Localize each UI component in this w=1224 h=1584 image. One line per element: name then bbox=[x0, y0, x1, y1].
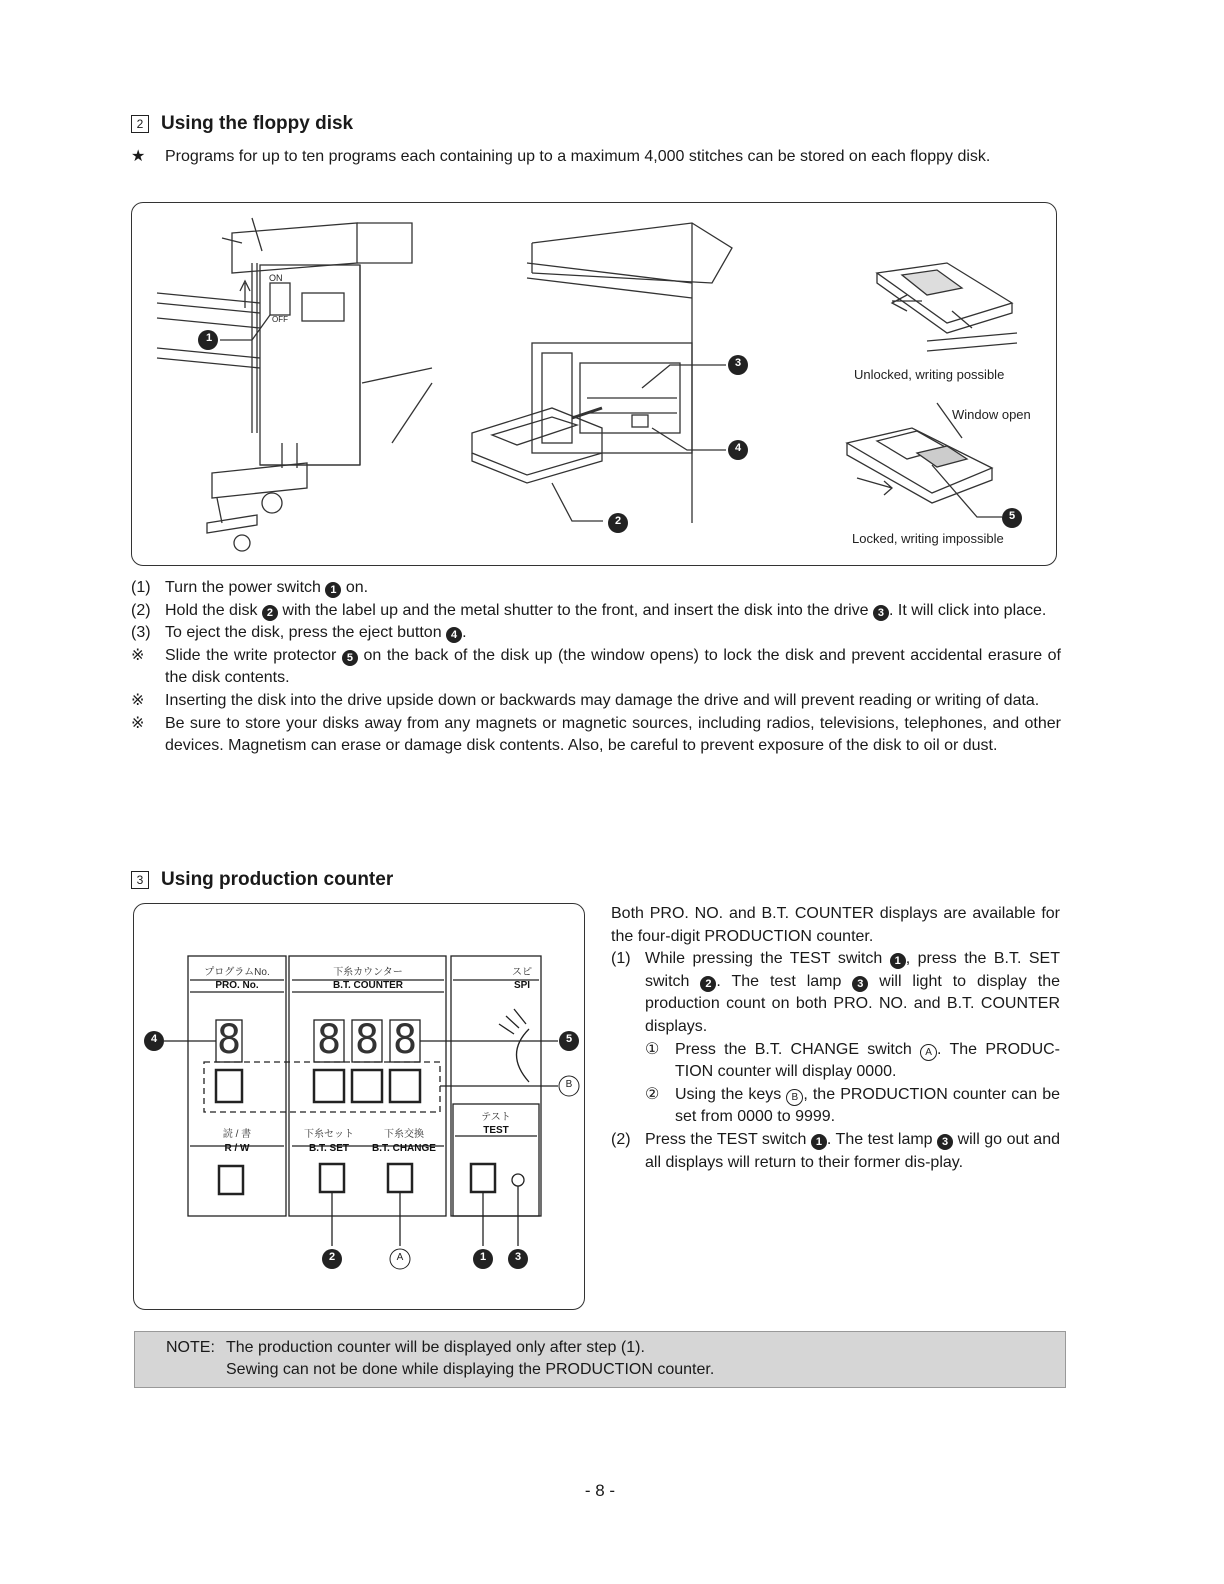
callout-ref-icon: 3 bbox=[937, 1134, 953, 1150]
floppy-figure bbox=[131, 202, 1057, 566]
note-box bbox=[134, 1331, 1066, 1388]
section-number: 3 bbox=[131, 871, 149, 889]
note-1 bbox=[131, 645, 1061, 690]
callout-b-num: B bbox=[565, 1079, 573, 1090]
callout-ref-icon: 2 bbox=[262, 605, 278, 621]
steps-list bbox=[131, 577, 1061, 758]
note-text: Inserting the disk into the drive upside down or backwards may damage the drive and will prevent reading or writing of data. bbox=[165, 691, 1040, 709]
step-text: . The PRODUC-TION counter will display 0000. bbox=[675, 1040, 1061, 1081]
section-number: 2 bbox=[131, 115, 149, 133]
btchange-label: B.T. CHANGE bbox=[372, 1143, 436, 1154]
step-text: on. bbox=[345, 579, 369, 596]
step-marker: (2) bbox=[611, 1130, 631, 1148]
step-text: Press the TEST switch bbox=[645, 1130, 807, 1148]
counter-instructions bbox=[611, 903, 1060, 1174]
step-3 bbox=[131, 622, 1061, 645]
callout-3-num: 3 bbox=[514, 1251, 522, 1263]
note-2 bbox=[131, 690, 1061, 713]
note-marker: ※ bbox=[131, 714, 145, 732]
callout-a-num: A bbox=[396, 1252, 404, 1263]
callout-1-num: 1 bbox=[205, 332, 213, 344]
counter-digit: 8 bbox=[354, 1017, 380, 1063]
step-text: Turn the power switch bbox=[165, 579, 321, 596]
step-text: Press the B.T. CHANGE switch bbox=[675, 1040, 912, 1058]
callout-ref-icon: B bbox=[786, 1089, 803, 1106]
callout-ref-icon: 4 bbox=[446, 627, 462, 643]
callout-ref-icon: 3 bbox=[852, 976, 868, 992]
callout-5-num: 5 bbox=[565, 1033, 573, 1045]
note-text: on the back of the disk up (the window opens) to lock the disk and prevent accidental erasure of the disk contents. bbox=[165, 646, 1062, 687]
test-label: TEST bbox=[483, 1125, 509, 1136]
step-marker: (1) bbox=[131, 579, 151, 596]
step-text: While pressing the TEST switch bbox=[645, 950, 883, 968]
intro-text: Programs for up to ten programs each containing up to a maximum 4,000 stitches can be stored on each floppy disk. bbox=[165, 148, 991, 165]
locked-label: Locked, writing impossible bbox=[852, 531, 1004, 546]
btchange-jp-label: 下糸交換 bbox=[384, 1129, 424, 1140]
section-3-heading bbox=[131, 869, 393, 891]
counter-substep-1 bbox=[611, 1039, 1060, 1084]
section-2-heading bbox=[131, 113, 353, 135]
counter-step-2 bbox=[611, 1129, 1060, 1174]
note-marker: ※ bbox=[131, 691, 145, 709]
btcounter-jp-label: 下糸カウンター bbox=[333, 967, 403, 978]
step-1 bbox=[131, 577, 1061, 600]
prono-jp-label: プログラムNo. bbox=[204, 967, 270, 978]
step-text: , press the B.T. SET switch bbox=[645, 950, 1061, 990]
section-title: Using production counter bbox=[161, 869, 394, 890]
step-text: . It will click into place. bbox=[888, 601, 1047, 619]
callout-2-num: 2 bbox=[614, 515, 622, 527]
substep-marker: ① bbox=[645, 1040, 660, 1058]
window-open-label: Window open bbox=[952, 407, 1031, 422]
callout-ref-icon: 1 bbox=[890, 953, 906, 969]
star-icon: ★ bbox=[131, 148, 146, 165]
callout-3-num: 3 bbox=[734, 357, 742, 369]
test-jp-label: テスト bbox=[481, 1112, 511, 1123]
btset-jp-label: 下糸セット bbox=[304, 1129, 354, 1140]
step-text: will go out and all displays will return to their former dis-play. bbox=[645, 1130, 1060, 1171]
step-text: Hold the disk bbox=[165, 601, 258, 619]
step-text: . bbox=[462, 624, 467, 642]
page-number: - 8 - bbox=[584, 1481, 616, 1500]
step-text: , the PRODUCTION counter can be set from 0000 to 9999. bbox=[675, 1085, 1060, 1126]
speed-label: SPI bbox=[513, 980, 531, 991]
rw-label: R / W bbox=[224, 1143, 250, 1154]
prono-digit: 8 bbox=[216, 1017, 242, 1063]
step-2 bbox=[131, 600, 1061, 623]
step-marker: (3) bbox=[131, 624, 151, 642]
note-text: Slide the write protector bbox=[165, 646, 337, 664]
section-title: Using the floppy disk bbox=[161, 113, 354, 134]
callout-ref-icon: A bbox=[920, 1044, 937, 1061]
switch-on-label: ON bbox=[269, 273, 283, 283]
callout-2-num: 2 bbox=[328, 1251, 336, 1263]
callout-5-num: 5 bbox=[1008, 510, 1016, 522]
callout-4-num: 4 bbox=[150, 1033, 158, 1045]
callout-ref-icon: 5 bbox=[342, 650, 358, 666]
rw-jp-label: 読 / 書 bbox=[222, 1129, 252, 1140]
callout-ref-icon: 3 bbox=[873, 605, 889, 621]
note-3 bbox=[131, 713, 1061, 758]
btcounter-label: B.T. COUNTER bbox=[333, 980, 403, 991]
substep-marker: ② bbox=[645, 1085, 660, 1103]
step-marker: (2) bbox=[131, 601, 151, 619]
step-text: . The test lamp bbox=[826, 1130, 933, 1148]
callout-ref-icon: 2 bbox=[700, 976, 716, 992]
counter-intro: Both PRO. NO. and B.T. COUNTER displays are available for the four-digit PRODUCTION counter. bbox=[611, 905, 1060, 945]
callout-1-num: 1 bbox=[479, 1251, 487, 1263]
step-marker: (1) bbox=[611, 950, 631, 968]
floppy-illustration bbox=[132, 203, 1056, 565]
step-text: with the label up and the metal shutter to the front, and insert the disk into the drive bbox=[282, 601, 869, 619]
speed-jp-label: スピ bbox=[512, 967, 532, 978]
btset-label: B.T. SET bbox=[308, 1143, 349, 1154]
step-text: Using the keys bbox=[675, 1085, 782, 1103]
note-text: Be sure to store your disks away from any magnets or magnetic sources, including radios, televisions, telephones, and other devices. Magnetism can erase or damage disk contents. Also, be careful to prevent exposure of the disk to oil or dust. bbox=[165, 714, 1061, 755]
step-text: . The test lamp bbox=[716, 972, 842, 990]
callout-ref-icon: 1 bbox=[811, 1134, 827, 1150]
counter-step-1 bbox=[611, 948, 1060, 1038]
step-text: will light to display the production count on both PRO. NO. and B.T. COUNTER displays. bbox=[645, 972, 1060, 1035]
callout-ref-icon: 1 bbox=[325, 582, 341, 598]
callout-4-num: 4 bbox=[734, 442, 742, 454]
note-line-1: The production counter will be displayed only after step (1). bbox=[226, 1339, 645, 1356]
note-marker: ※ bbox=[131, 646, 145, 664]
counter-digit: 8 bbox=[392, 1017, 418, 1063]
counter-digit: 8 bbox=[316, 1017, 342, 1063]
prono-label: PRO. No. bbox=[215, 980, 259, 991]
control-panel-figure bbox=[133, 903, 585, 1310]
switch-off-label: OFF bbox=[272, 315, 288, 324]
counter-substep-2 bbox=[611, 1084, 1060, 1129]
note-label: NOTE: bbox=[166, 1339, 215, 1356]
step-text: To eject the disk, press the eject button bbox=[165, 624, 442, 642]
note-line-2: Sewing can not be done while displaying the PRODUCTION counter. bbox=[226, 1361, 715, 1378]
intro-paragraph bbox=[131, 146, 1061, 169]
unlocked-label: Unlocked, writing possible bbox=[854, 367, 1005, 382]
